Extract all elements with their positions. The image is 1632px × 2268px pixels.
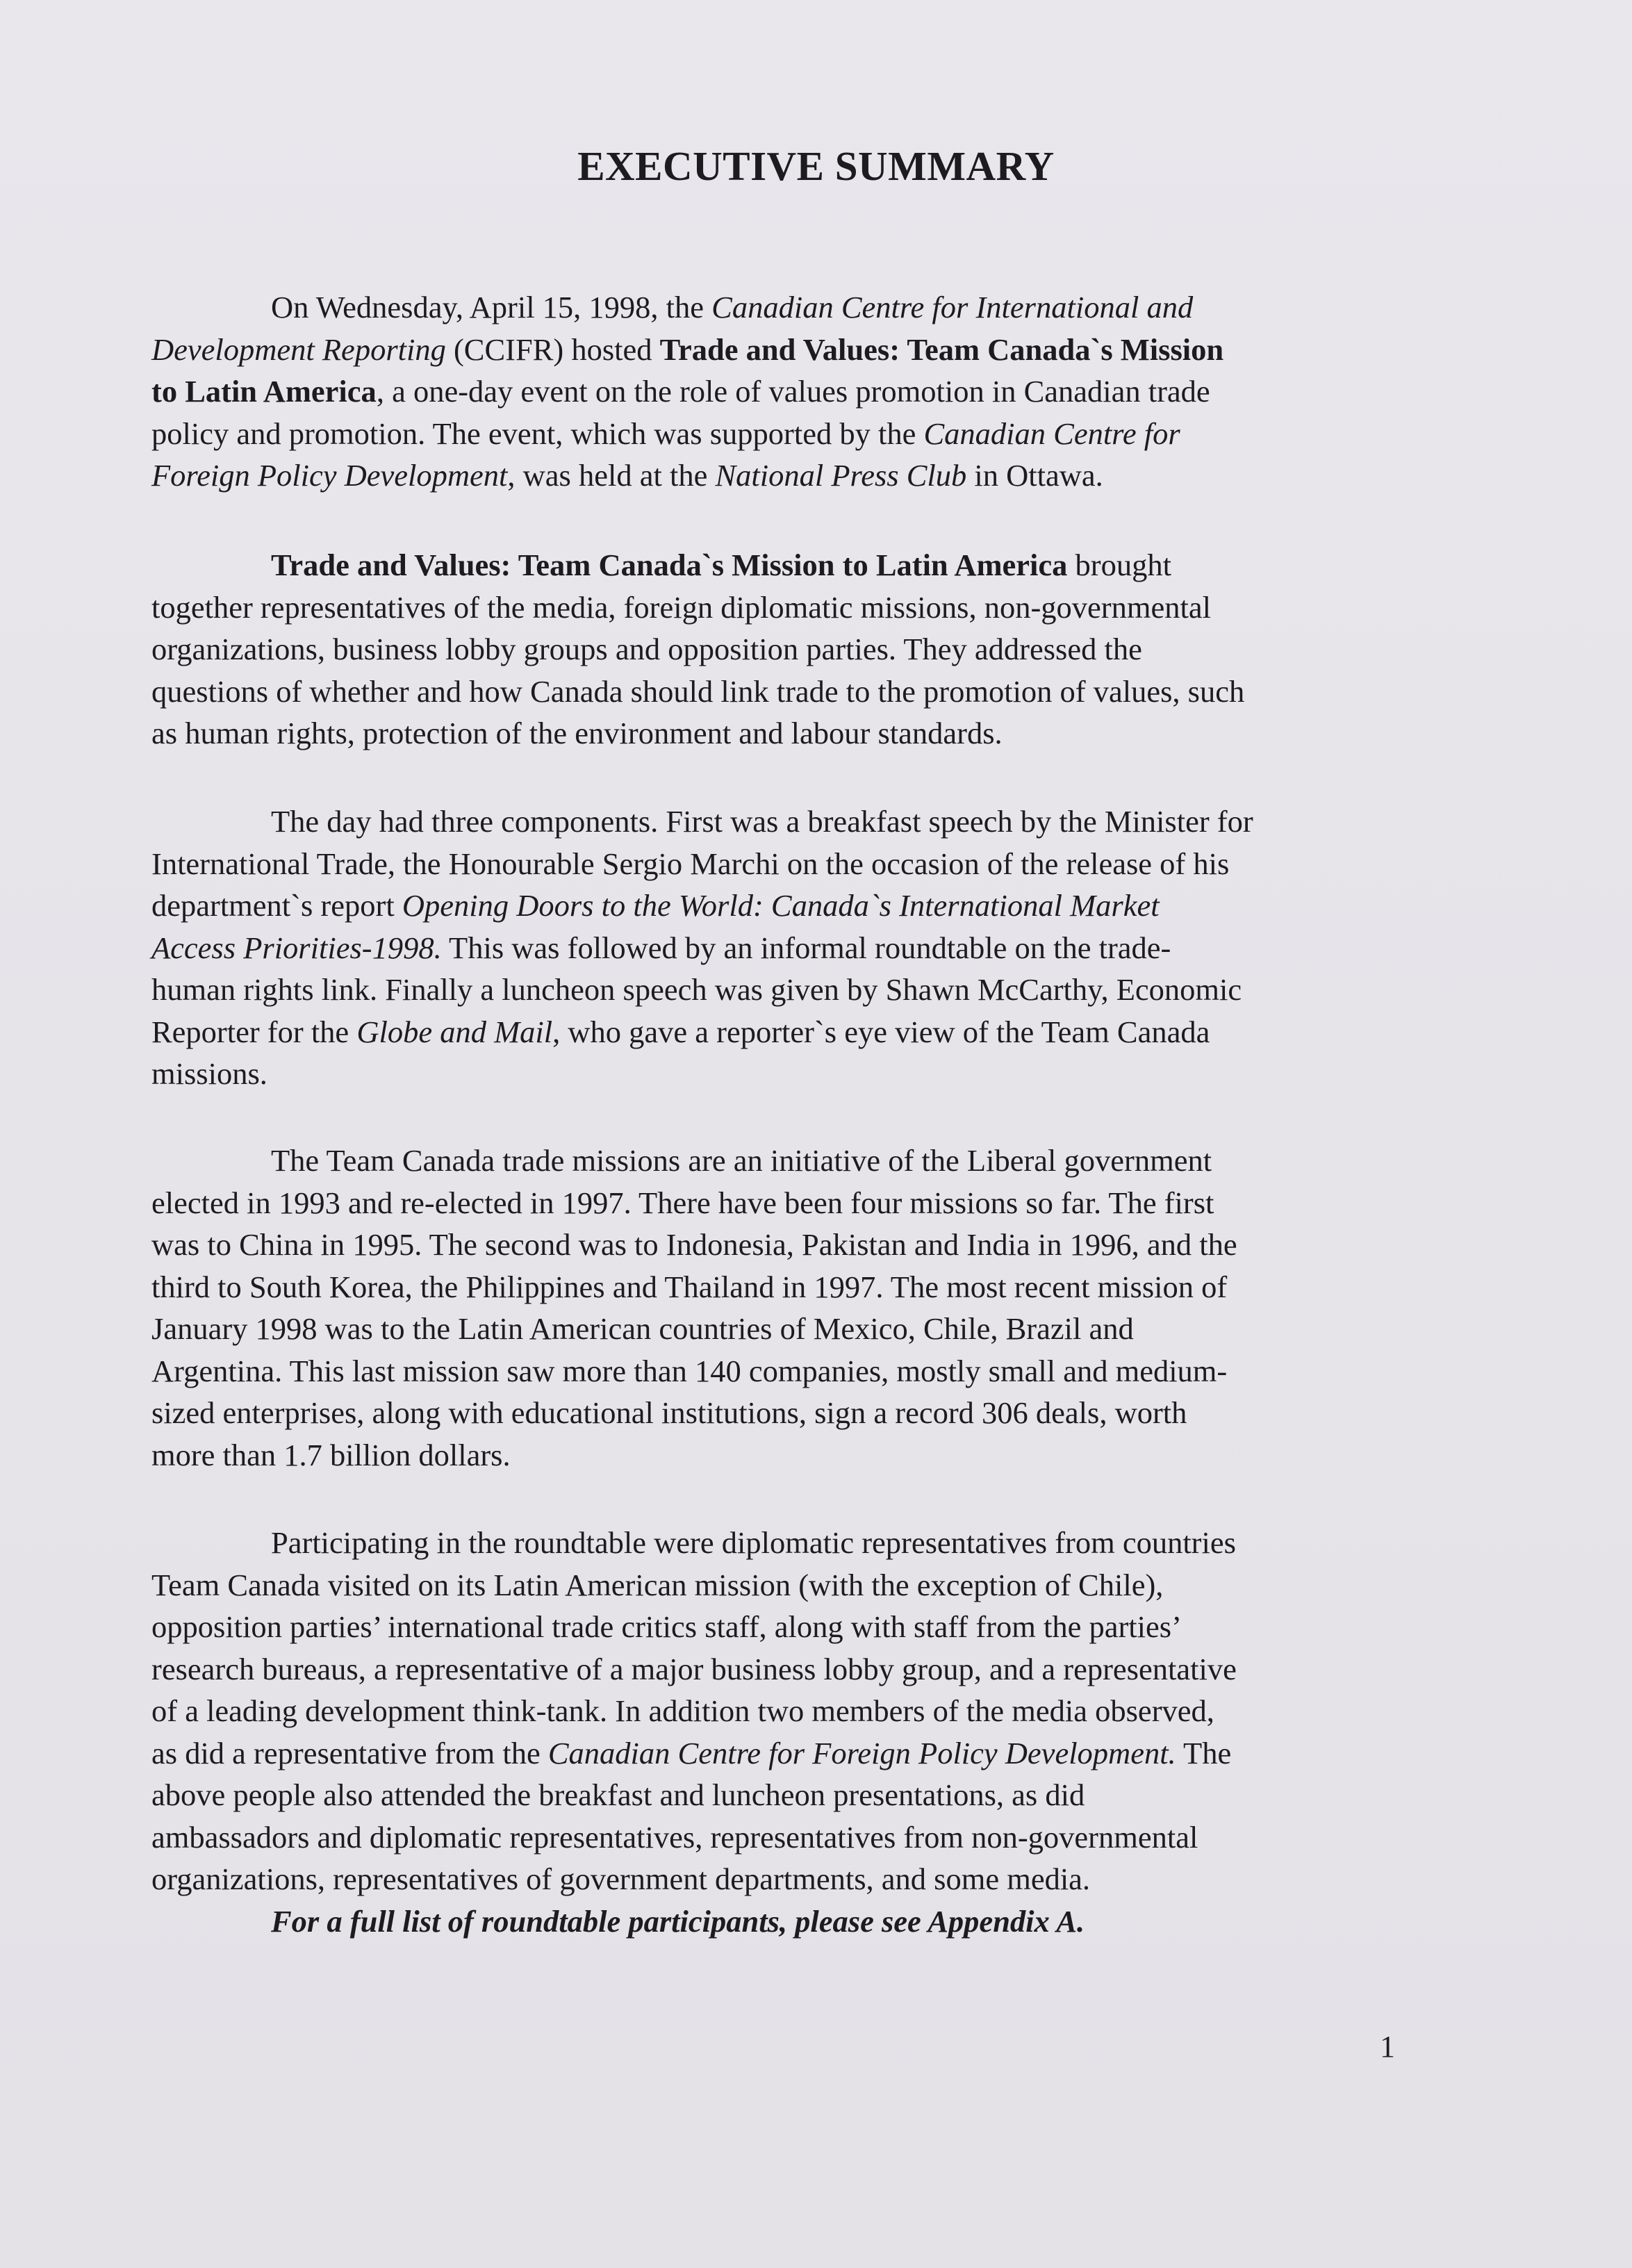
text-run: as human rights, protection of the environment and labour standards. (151, 716, 1003, 750)
text-run: organizations, representatives of government departments, and some media. (151, 1862, 1091, 1896)
text-line (151, 286, 1437, 329)
text-run: together representatives of the media, foreign diplomatic missions, non-governmental (151, 589, 1211, 625)
text-line (151, 671, 1437, 713)
text-line (151, 1690, 1437, 1732)
text-run: The Team Canada trade missions are an initiative of the Liberal government (271, 1143, 1212, 1178)
text-run: Globe and Mail (356, 1014, 553, 1049)
text-run: Canadian Centre for International and (711, 290, 1194, 324)
text-line (151, 1266, 1437, 1308)
text-run: Opening Doors to the World: Canada`s International Market (402, 888, 1160, 923)
text-run: ambassadors and diplomatic representatives, representatives from non-governmental (151, 1819, 1198, 1855)
paragraph-1 (151, 286, 1437, 497)
text-line (151, 1224, 1437, 1266)
text-line (151, 800, 1437, 843)
text-line (151, 586, 1437, 629)
text-run: , was held at the (507, 458, 716, 493)
text-line (151, 1182, 1437, 1224)
text-run: brought (1067, 548, 1171, 582)
text-line (151, 843, 1437, 885)
text-run: Canadian Centre for (923, 416, 1180, 451)
text-run: Team Canada visited on its Latin American mission (with the exception of Chile), (151, 1567, 1164, 1602)
text-line (151, 329, 1437, 371)
text-run: Foreign Policy Development (151, 458, 508, 493)
text-run: human rights link. Finally a luncheon speech was given by Shawn McCarthy, Economic (151, 972, 1242, 1007)
text-line (151, 712, 1437, 755)
text-run: Trade and Values: Team Canada`s Mission (659, 331, 1224, 367)
text-line (151, 1392, 1437, 1434)
text-line (151, 1732, 1437, 1775)
text-line (151, 1774, 1437, 1816)
text-run: missions. (151, 1056, 267, 1091)
text-run: National Press Club (715, 458, 967, 493)
text-run: Reporter for the (151, 1014, 357, 1049)
text-run: questions of whether and how Canada should link trade to the promotion of values, such (151, 673, 1245, 709)
paragraph-4 (151, 1140, 1437, 1476)
text-run: opposition parties’ international trade critics staff, along with staff from the parties’ (151, 1609, 1182, 1644)
text-line (151, 1053, 1437, 1095)
text-run: above people also attended the breakfast and luncheon presentations, as did (151, 1777, 1085, 1812)
text-line (151, 413, 1437, 455)
text-run: January 1998 was to the Latin American countries of Mexico, Chile, Brazil and (151, 1311, 1134, 1346)
text-line (151, 969, 1437, 1011)
text-run: For a full list of roundtable participants, please see Appendix A. (271, 1903, 1085, 1939)
text-line (151, 1011, 1437, 1053)
text-run: sized enterprises, along with educational institutions, sign a record 306 deals, worth (151, 1395, 1187, 1430)
text-line (151, 1900, 1437, 1943)
text-run: International Trade, the Honourable Sergio Marchi on the occasion of the release of his (151, 846, 1230, 881)
page-title: EXECUTIVE SUMMARY (577, 143, 1055, 189)
text-line (151, 1606, 1437, 1648)
text-line (151, 1308, 1437, 1350)
text-run: organizations, business lobby groups and opposition parties. They addressed the (151, 632, 1142, 666)
text-run: , a one-day event on the role of values promotion in Canadian trade (376, 374, 1210, 409)
paragraph-5 (151, 1522, 1437, 1942)
page-number: 1 (1380, 2030, 1395, 2064)
text-run: Participating in the roundtable were diplomatic representatives from countries (271, 1525, 1236, 1560)
text-line (151, 1858, 1437, 1900)
text-run: as did a representative from the (151, 1735, 548, 1770)
text-line (151, 454, 1437, 497)
text-run: This was followed by an informal roundtable on the trade- (441, 930, 1171, 965)
text-run: Development Reporting (151, 331, 446, 367)
text-line (151, 1648, 1437, 1691)
text-run: more than 1.7 billion dollars. (151, 1437, 511, 1472)
text-run: department`s report (151, 888, 402, 923)
text-run: elected in 1993 and re-elected in 1997. There have been four missions so far. The first (151, 1185, 1214, 1220)
text-run: The day had three components. First was a breakfast speech by the Minister for (271, 804, 1253, 839)
text-run: was to China in 1995. The second was to Indonesia, Pakistan and India in 1996, and the (151, 1227, 1237, 1262)
paragraph-2 (151, 544, 1437, 755)
text-line (151, 628, 1437, 671)
text-run: Canadian Centre for Foreign Policy Development. (547, 1735, 1176, 1770)
text-run: (CCIFR) hosted (445, 331, 660, 367)
text-run: Trade and Values: Team Canada`s Mission to Latin America (271, 548, 1068, 582)
text-line (151, 1434, 1437, 1477)
text-line (151, 1564, 1437, 1606)
text-line (151, 1140, 1437, 1182)
text-run: Argentina. This last mission saw more than 140 companies, mostly small and medium- (151, 1353, 1228, 1388)
text-run: policy and promotion. The event, which was supported by the (151, 416, 924, 451)
text-line (151, 927, 1437, 969)
paragraph-3 (151, 800, 1437, 1095)
text-run: Access Priorities-1998. (151, 930, 442, 965)
text-line (151, 370, 1437, 413)
text-run: third to South Korea, the Philippines and Thailand in 1997. The most recent mission of (151, 1269, 1228, 1304)
text-run: On Wednesday, April 15, 1998, the (271, 290, 712, 324)
text-line (151, 885, 1437, 927)
text-run: The (1176, 1735, 1232, 1770)
text-line (151, 1816, 1437, 1859)
text-run: research bureaus, a representative of a major business lobby group, and a representative (151, 1651, 1237, 1686)
text-run: of a leading development think-tank. In addition two members of the media observed, (151, 1693, 1214, 1728)
text-run: in Ottawa. (966, 458, 1103, 493)
text-line (151, 1522, 1437, 1564)
text-line (151, 1350, 1437, 1392)
text-run: , who gave a reporter`s eye view of the Team Canada (552, 1014, 1210, 1049)
text-line (151, 544, 1437, 586)
text-run: to Latin America (151, 374, 377, 409)
